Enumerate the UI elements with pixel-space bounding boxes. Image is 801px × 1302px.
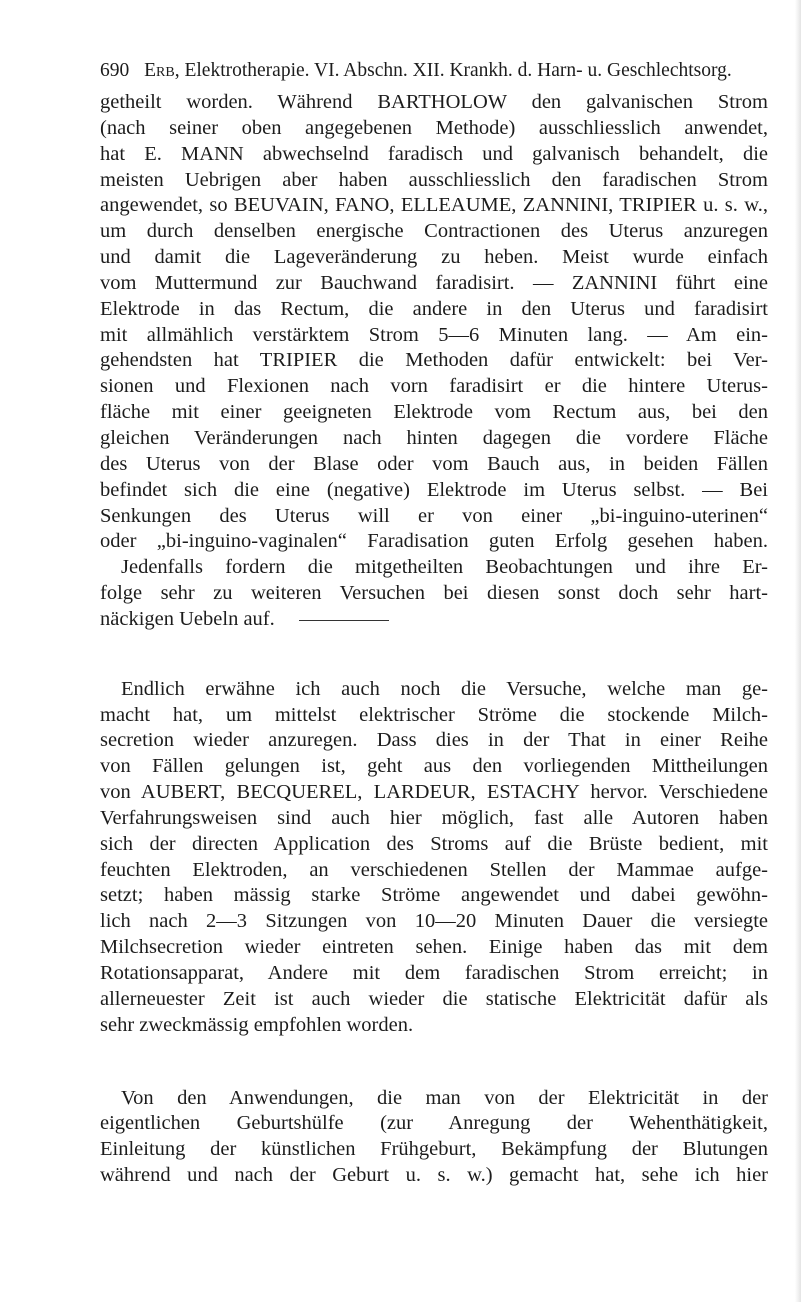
text-line: angewendet, so BEUVAIN, FANO, ELLEAUME, ZANNINI, TRIPIER u. s. w., [100,194,768,217]
paragraph-gap [100,1039,768,1086]
running-head-title: , Elektrotherapie. VI. Abschn. XII. Krankh. d. Harn- u. Geschlechtsorg. [174,60,732,81]
paragraph-obstetrics [100,1086,768,1189]
page-number: 690 [100,60,130,81]
text-line: Verfahrungsweisen sind auch hier möglich, fast alle Autoren haben [100,806,768,829]
running-head [100,58,770,84]
text-line: oder „bi-inguino-vaginalen“ Faradisation guten Erfolg gesehen haben. [100,530,768,553]
text-line: Milchsecretion wieder eintreten sehen. Einige haben das mit dem [100,936,768,959]
section-rule [299,620,389,621]
text-line: (nach seiner oben angegebenen Methode) ausschliesslich anwendet, [100,116,768,139]
body-text [100,90,768,1189]
text-line: setzt; haben mässig starke Ströme angewendet und dabei gewöhn- [100,884,768,907]
text-line: von AUBERT, BECQUEREL, LARDEUR, ESTACHY hervor. Verschiedene [100,781,768,804]
text-line: allerneuester Zeit ist auch wieder die statische Elektricität dafür als [100,987,768,1010]
text-line: Jedenfalls fordern die mitgetheilten Beobachtungen und ihre Er- [121,556,768,579]
text-line: macht hat, um mittelst elektrischer Ströme die stockende Milch- [100,703,768,726]
text-line-end: näckigen Uebeln auf. [100,607,275,630]
text-line: vom Muttermund zur Bauchwand faradisirt. — ZANNINI führt eine [100,271,768,294]
text-line: sehr zweckmässig empfohlen worden. [100,1013,414,1036]
text-line: gleichen Veränderungen nach hinten dagegen die vordere Fläche [100,426,768,449]
running-head-author: Erb [144,60,175,81]
text-line: folge sehr zu weiteren Versuchen bei diesen sonst doch sehr hart- [100,582,768,605]
text-line: Rotationsapparat, Andere mit dem faradischen Strom erreicht; in [100,962,768,984]
paragraph-uterus-displacement [100,90,768,633]
text-line: meisten Uebrigen aber haben ausschliesslich den faradischen Strom [100,168,768,191]
text-line: lich nach 2—3 Sitzungen von 10—20 Minuten Dauer die versiegte [100,910,768,933]
text-line: Senkungen des Uterus will er von einer „bi-inguino-uterinen“ [100,504,768,527]
text-line: Einleitung der künstlichen Frühgeburt, Bekämpfung der Blutungen [100,1138,768,1161]
text-line: und damit die Lageveränderung zu heben. Meist wurde einfach [100,246,768,269]
text-line: secretion wieder anzuregen. Dass dies in der That in einer Reihe [100,729,768,752]
text-line: eigentlichen Geburtshülfe (zur Anregung der Wehenthätigkeit, [100,1112,768,1135]
text-line: von Fällen gelungen ist, geht aus den vorliegenden Mittheilungen [100,755,768,778]
text-line: fläche mit einer geeigneten Elektrode vom Rectum aus, bei den [100,401,768,424]
text-line: sich der directen Application des Stroms auf die Brüste bedient, mit [100,832,768,855]
paragraph-gap [100,633,768,677]
text-line: sionen und Flexionen nach vorn faradisirt er die hintere Uterus- [100,375,768,398]
text-line: Endlich erwähne ich auch noch die Versuche, welche man ge- [121,677,768,700]
text-line: Von den Anwendungen, die man von der Elektricität in der [121,1086,768,1109]
text-line: getheilt worden. Während BARTHOLOW den galvanischen Strom [100,91,768,113]
paragraph-milk-secretion [100,677,768,1039]
text-line: mit allmählich verstärktem Strom 5—6 Minuten lang. — Am ein- [100,323,768,346]
text-line [100,607,768,633]
page-edge-shadow [795,0,801,1302]
text-line: um durch denselben energische Contractionen des Uterus anzuregen [100,220,768,243]
text-line: Elektrode in das Rectum, die andere in den Uterus und faradisirt [100,297,768,320]
text-line: während und nach der Geburt u. s. w.) gemacht hat, sehe ich hier [100,1164,768,1187]
text-line: hat E. MANN abwechselnd faradisch und galvanisch behandelt, die [100,142,768,165]
text-line: befindet sich die eine (negative) Elektrode im Uterus selbst. — Bei [100,478,768,501]
text-line: des Uterus von der Blase oder vom Bauch aus, in beiden Fällen [100,452,768,475]
text-line: feuchten Elektroden, an verschiedenen Stellen der Mammae aufge- [100,858,768,881]
text-line: gehendsten hat TRIPIER die Methoden dafür entwickelt: bei Ver- [100,349,768,372]
